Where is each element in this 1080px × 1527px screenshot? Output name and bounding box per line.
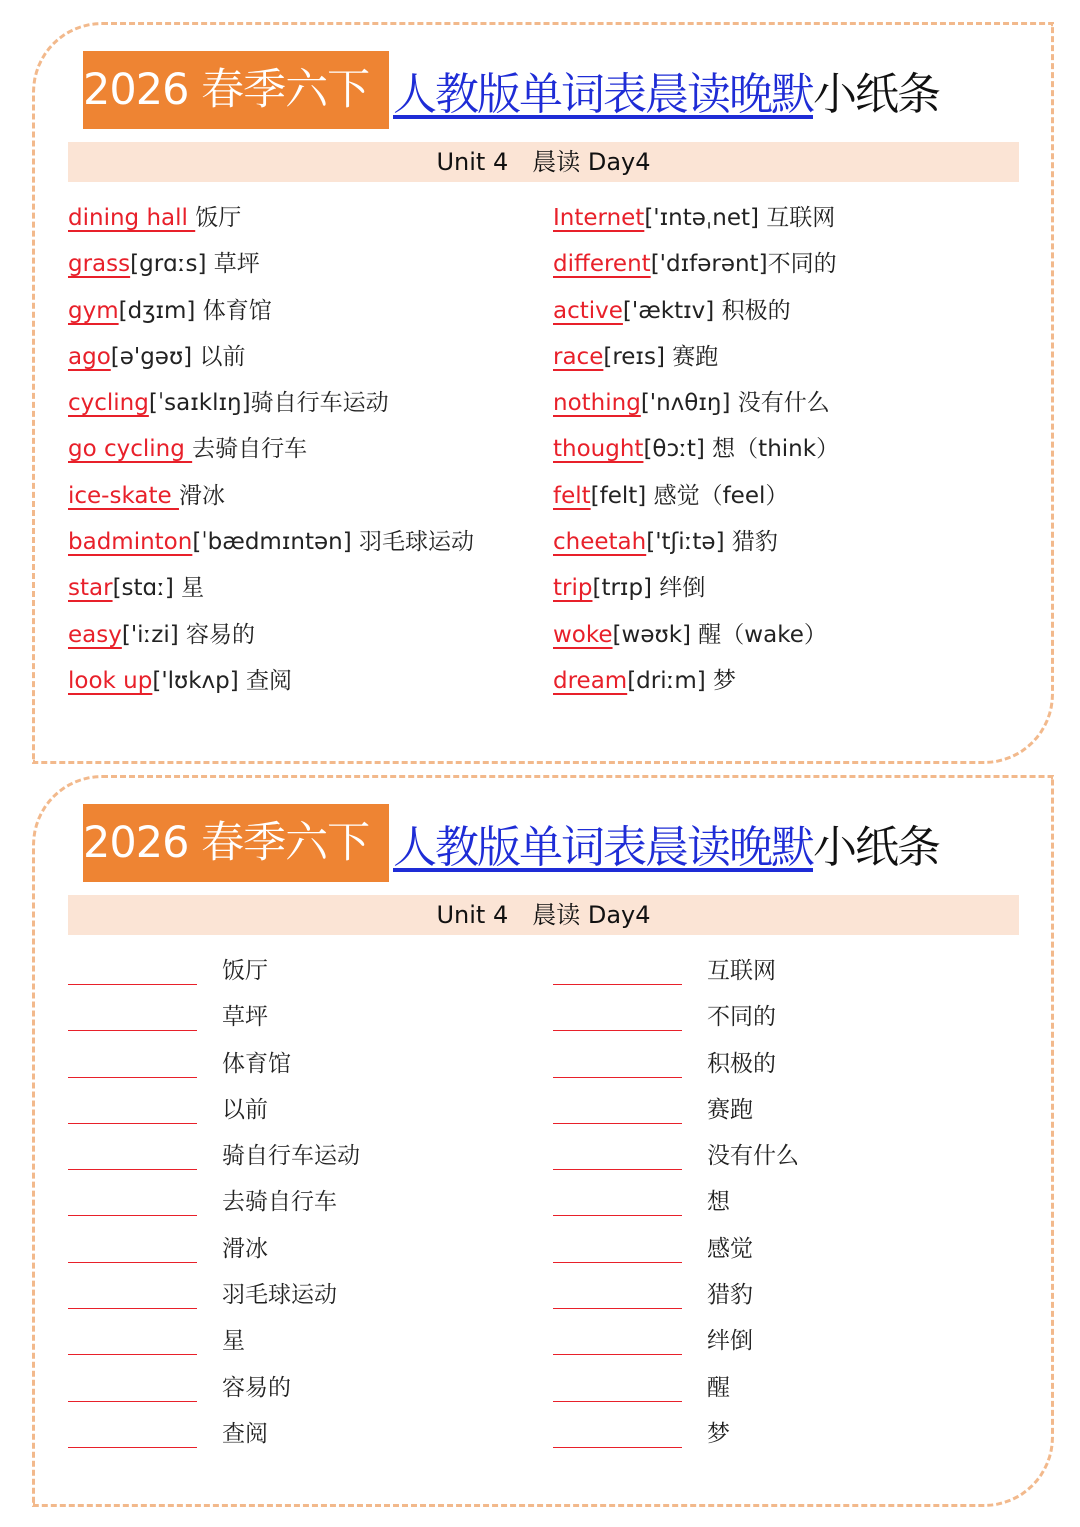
vocab-word[interactable]: dream (553, 667, 628, 694)
page-title (83, 804, 939, 882)
list-item (68, 519, 528, 565)
answer-blank[interactable] (68, 1354, 197, 1355)
meaning: 绊倒 (707, 1328, 753, 1355)
vocab-word[interactable]: active (553, 297, 623, 324)
meaning: 星 (222, 1328, 245, 1355)
meaning: 饭厅 (222, 958, 268, 984)
phonetic: ['æktɪv] (622, 297, 715, 324)
title-link[interactable]: 人教版单词表晨读晚默 (393, 69, 813, 120)
list-item (68, 473, 528, 519)
answer-blank[interactable] (553, 1262, 682, 1263)
list-item (68, 1318, 528, 1364)
list-item (68, 658, 528, 704)
meaning: 体育馆 (222, 1050, 291, 1077)
list-item (68, 1041, 528, 1087)
meaning: 容易的 (178, 621, 256, 648)
answer-blank[interactable] (553, 1401, 682, 1402)
list-item (553, 288, 1013, 334)
vocab-word[interactable]: look up (68, 667, 153, 694)
answer-blank[interactable] (68, 1030, 197, 1031)
title-year-term: 2026 春季六下 (83, 804, 389, 882)
meaning: 查阅 (238, 667, 293, 694)
list-item (553, 1365, 1013, 1411)
phonetic: [wəʊk] (612, 621, 691, 648)
phonetic: [stɑː] (112, 575, 174, 602)
vocab-word[interactable]: star (68, 575, 113, 602)
answer-blank[interactable] (68, 1123, 197, 1124)
list-item (553, 380, 1013, 426)
meaning: 去骑自行车 (192, 436, 308, 463)
meaning: 猎豹 (707, 1282, 753, 1309)
list-item (68, 288, 528, 334)
list-item (68, 1411, 528, 1457)
meaning: 积极的 (714, 297, 791, 324)
list-item (68, 1133, 528, 1179)
meaning: 没有什么 (707, 1143, 799, 1170)
meaning: 饭厅 (195, 205, 242, 231)
phonetic: ['dɪfərənt] (650, 251, 768, 278)
word-list-right (553, 195, 1013, 704)
phonetic: [felt] (590, 482, 647, 509)
phonetic: [ˈbædmɪntən] (192, 529, 352, 556)
answer-blank[interactable] (68, 1447, 197, 1448)
meaning: 互联网 (707, 958, 776, 984)
meaning: 梦 (707, 1420, 730, 1447)
meaning: 草坪 (222, 1004, 268, 1031)
meaning: 羽毛球运动 (222, 1282, 337, 1309)
answer-blank[interactable] (68, 984, 197, 985)
unit-day-label: Unit 4 晨读 Day4 (68, 895, 1019, 935)
meaning: 不同的 (767, 251, 837, 278)
answer-blank[interactable] (553, 1447, 682, 1448)
vocab-word[interactable]: felt (553, 482, 591, 509)
list-item (68, 1365, 528, 1411)
meaning: 星 (173, 575, 205, 602)
meaning: 醒（wake） (690, 621, 827, 648)
list-item (553, 241, 1013, 287)
meaning: 滑冰 (178, 482, 225, 509)
list-item (553, 1179, 1013, 1225)
meaning: 去骑自行车 (222, 1189, 337, 1216)
answer-blank[interactable] (68, 1262, 197, 1263)
vocab-word[interactable]: cheetah (553, 529, 647, 556)
meaning: 绊倒 (652, 575, 706, 602)
vocab-word[interactable]: Internet (553, 205, 645, 231)
list-item (553, 1041, 1013, 1087)
answer-blank[interactable] (553, 984, 682, 985)
vocab-word[interactable]: go cycling (68, 436, 193, 463)
title-suffix: 小纸条 (813, 822, 939, 873)
vocab-word[interactable]: woke (553, 621, 613, 648)
phonetic: ['tʃiːtə] (646, 529, 725, 556)
list-item (553, 1272, 1013, 1318)
answer-blank[interactable] (68, 1401, 197, 1402)
list-item (553, 473, 1013, 519)
dictation-card (32, 775, 1054, 1507)
list-item (68, 1272, 528, 1318)
vocab-word[interactable]: ago (68, 343, 111, 370)
dictation-list-right (553, 948, 1013, 1457)
list-item (68, 334, 528, 380)
vocab-word[interactable]: thought (553, 436, 644, 463)
list-item (68, 380, 528, 426)
list-item (68, 426, 528, 472)
list-item (68, 241, 528, 287)
meaning: 感觉 (707, 1235, 753, 1262)
meaning: 赛跑 (664, 343, 719, 370)
phonetic: ['ɪntəˌnet] (644, 205, 759, 231)
vocab-word[interactable]: grass (68, 251, 131, 278)
meaning: 滑冰 (222, 1235, 268, 1262)
meaning: 积极的 (707, 1050, 776, 1077)
vocab-word[interactable]: badminton (68, 529, 193, 556)
meaning: 感觉（feel） (646, 482, 789, 509)
list-item (68, 565, 528, 611)
vocab-word[interactable]: easy (68, 621, 122, 648)
meaning: 梦 (705, 667, 737, 694)
answer-blank[interactable] (553, 1308, 682, 1309)
list-item (553, 1411, 1013, 1457)
vocab-word[interactable]: dining hall (68, 205, 196, 231)
list-item (553, 948, 1013, 994)
phonetic: ['nʌθɪŋ] (640, 390, 731, 417)
vocab-word[interactable]: ice-skate (68, 482, 179, 509)
page-title (83, 51, 939, 129)
phonetic: ['lʊkʌp] (152, 667, 239, 694)
phonetic: [dʒɪm] (118, 297, 196, 324)
vocab-word[interactable]: nothing (553, 390, 641, 417)
meaning: 体育馆 (195, 297, 272, 324)
answer-blank[interactable] (553, 1123, 682, 1124)
list-item (553, 334, 1013, 380)
meaning: 没有什么 (730, 390, 830, 417)
meaning: 想（think） (704, 436, 840, 463)
meaning: 不同的 (707, 1004, 776, 1031)
list-item (553, 612, 1013, 658)
meaning: 骑自行车运动 (222, 1143, 360, 1170)
meaning: 猎豹 (724, 529, 778, 556)
meaning: 草坪 (206, 251, 260, 278)
meaning: 查阅 (222, 1420, 268, 1447)
list-item (553, 994, 1013, 1040)
vocab-word[interactable]: cycling (68, 390, 149, 417)
meaning: 互联网 (758, 205, 836, 231)
answer-blank[interactable] (553, 1215, 682, 1216)
list-item (553, 658, 1013, 704)
phonetic: [ə'gəʊ] (110, 343, 193, 370)
title-suffix: 小纸条 (813, 69, 939, 120)
list-item (553, 426, 1013, 472)
list-item (68, 948, 528, 994)
phonetic: [ˈsaɪklɪŋ] (148, 390, 251, 417)
title-link[interactable]: 人教版单词表晨读晚默 (393, 822, 813, 873)
unit-day-label: Unit 4 晨读 Day4 (68, 142, 1019, 182)
word-list-left (68, 195, 528, 704)
answer-blank[interactable] (68, 1077, 197, 1078)
list-item (68, 994, 528, 1040)
answer-blank[interactable] (68, 1215, 197, 1216)
meaning: 容易的 (222, 1374, 291, 1401)
list-item (553, 1318, 1013, 1364)
answer-blank[interactable] (553, 1030, 682, 1031)
list-item (68, 1179, 528, 1225)
list-item (68, 612, 528, 658)
vocab-word[interactable]: race (553, 343, 604, 370)
meaning: 骑自行车运动 (250, 390, 389, 417)
meaning: 以前 (222, 1096, 268, 1123)
phonetic: [grɑːs] (130, 251, 207, 278)
vocab-word[interactable]: different (553, 251, 651, 278)
list-item (553, 1226, 1013, 1272)
meaning: 醒 (707, 1374, 730, 1401)
vocab-word[interactable]: gym (68, 297, 119, 324)
answer-blank[interactable] (68, 1169, 197, 1170)
meaning: 赛跑 (707, 1096, 753, 1123)
list-item (68, 1087, 528, 1133)
answer-blank[interactable] (553, 1077, 682, 1078)
list-item (553, 565, 1013, 611)
morning-reading-card (32, 22, 1054, 764)
meaning: 想 (707, 1189, 730, 1216)
list-item (553, 1087, 1013, 1133)
answer-blank[interactable] (553, 1354, 682, 1355)
phonetic: [trɪp] (592, 575, 653, 602)
title-year-term: 2026 春季六下 (83, 51, 389, 129)
list-item (68, 1226, 528, 1272)
meaning: 羽毛球运动 (351, 529, 474, 556)
answer-blank[interactable] (553, 1169, 682, 1170)
answer-blank[interactable] (68, 1308, 197, 1309)
list-item (68, 195, 528, 241)
list-item (553, 1133, 1013, 1179)
meaning: 以前 (192, 343, 246, 370)
list-item (553, 195, 1013, 241)
phonetic: [driːm] (627, 667, 706, 694)
phonetic: [reɪs] (603, 343, 665, 370)
phonetic: [θɔːt] (643, 436, 705, 463)
phonetic: ['iːzi] (121, 621, 179, 648)
dictation-list-left (68, 948, 528, 1457)
list-item (553, 519, 1013, 565)
vocab-word[interactable]: trip (553, 575, 593, 602)
